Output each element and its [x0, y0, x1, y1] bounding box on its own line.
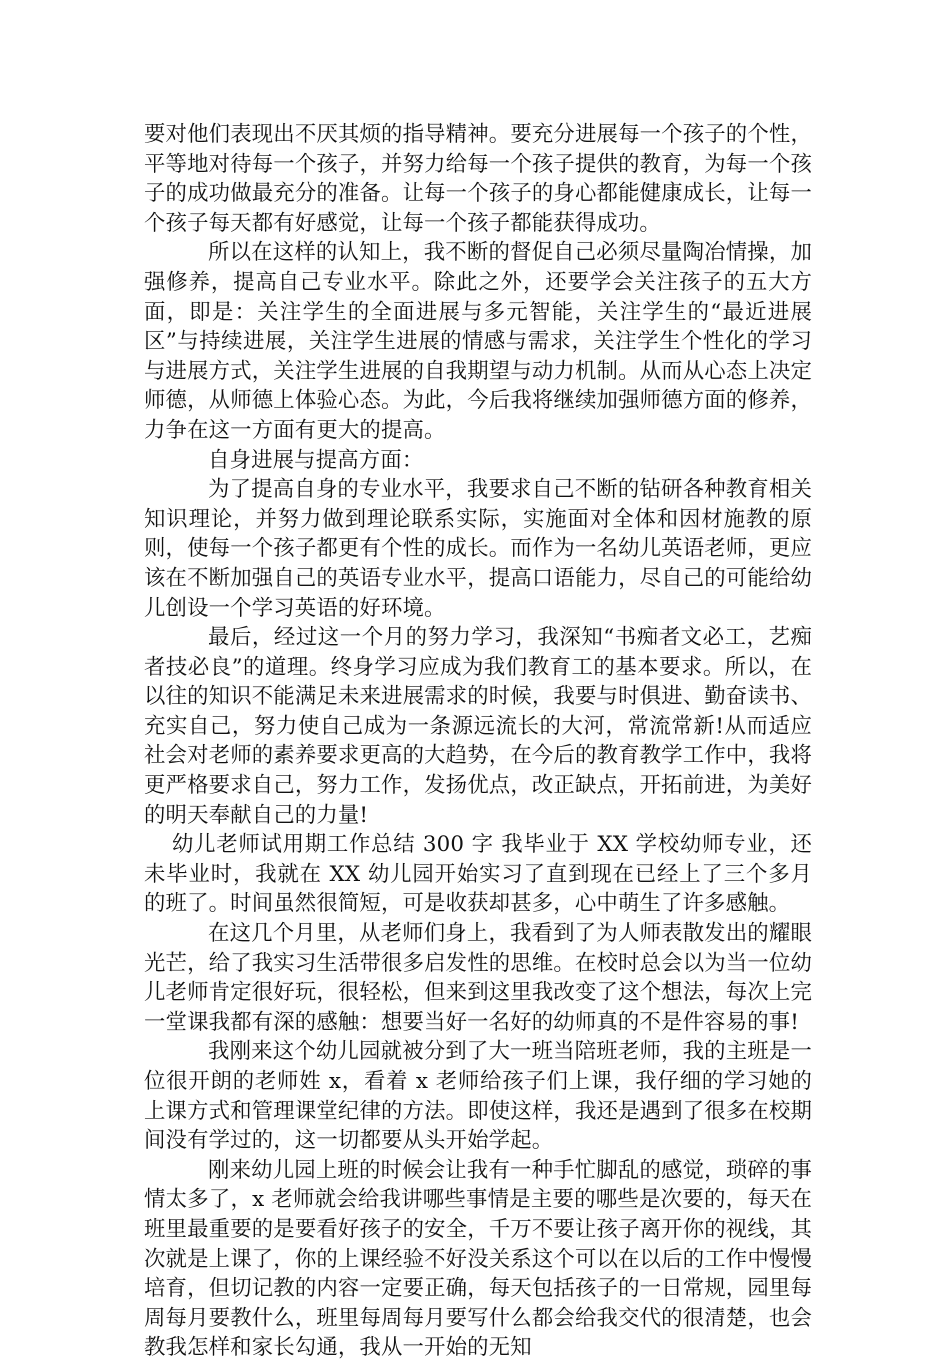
paragraph-5: 幼儿老师试用期工作总结 300 字 我毕业于 XX 学校幼师专业，还未毕业时，我就在 XX 幼儿园开始实习了直到现在已经上了三个多月的班了。时间虽然很简短，可是收获却甚多，心中萌生了许多感触。: [144, 832, 812, 917]
paragraph-7: 我刚来这个幼儿园就被分到了大一班当陪班老师，我的主班是一位很开朗的老师姓 x，看着 x 老师给孩子们上课，我仔细的学习她的上课方式和管理课堂纪律的方法。即使这样，我还是遇到了很多在校期间没有学过的，这一切都要从头开始学起。: [144, 1039, 812, 1154]
paragraph-1: 要对他们表现出不厌其烦的指导精神。要充分进展每一个孩子的个性，平等地对待每一个孩子，并努力给每一个孩子提供的教育，为每一个孩子的成功做最充分的准备。让每一个孩子的身心都能健康成长，让每一个孩子每天都有好感觉，让每一个孩子都能获得成功。: [144, 122, 812, 236]
paragraph-8: 刚来幼儿园上班的时候会让我有一种手忙脚乱的感觉，琐碎的事情太多了，x 老师就会给我讲哪些事情是主要的哪些是次要的，每天在班里最重要的是要看好孩子的安全，千万不要让孩子离开你的视线，其次就是上课了，你的上课经验不好没关系这个可以在以后的工作中慢慢培育，但切记教的内容一定要正确，每天包括孩子的一日常规，园里每周每月要教什么，班里每周每月要写什么都会给我交代的很清楚，也会教我怎样和家长勾通，我从一开始的无知: [144, 1157, 812, 1361]
document-body: [144, 120, 812, 1363]
paragraph-6: 在这几个月里，从老师们身上，我看到了为人师表散发出的耀眼光芒，给了我实习生活带很多启发性的思维。在校时总会以为当一位幼儿老师肯定很好玩，很轻松，但来到这里我改变了这个想法，每次上完一堂课我都有深的感触：想要当好一名好的幼师真的不是件容易的事!: [144, 921, 812, 1035]
section-heading: 自身进展与提高方面：: [208, 447, 424, 473]
paragraph-2: 所以在这样的认知上，我不断的督促自己必须尽量陶冶情操，加强修养，提高自己专业水平。除此之外，还要学会关注孩子的五大方面，即是：关注学生的全面进展与多元智能，关注学生的“最近进展区”与持续进展，关注学生进展的情感与需求，关注学生个性化的学习与进展方式，关注学生进展的自我期望与动力机制。从而从心态上决定师德，从师德上体验心态。为此，今后我将继续加强师德方面的修养，力争在这一方面有更大的提高。: [144, 240, 812, 443]
paragraph-3: 为了提高自身的专业水平，我要求自己不断的钻研各种教育相关知识理论，并努力做到理论联系实际，实施面对全体和因材施教的原则，使每一个孩子都更有个性的成长。而作为一名幼儿英语老师，更应该在不断加强自己的英语专业水平，提高口语能力，尽自己的可能给幼儿创设一个学习英语的好环境。: [144, 477, 812, 621]
paragraph-4: 最后，经过这一个月的努力学习，我深知“书痴者文必工，艺痴者技必良”的道理。终身学习应成为我们教育工的基本要求。所以，在以往的知识不能满足未来进展需求的时候，我要与时俱进、勤奋读书、充实自己，努力使自己成为一条源远流长的大河，常流常新!从而适应社会对老师的素养要求更高的大趋势，在今后的教育教学工作中，我将更严格要求自己，努力工作，发扬优点，改正缺点，开拓前进，为美好的明天奉献自己的力量!: [144, 625, 812, 828]
